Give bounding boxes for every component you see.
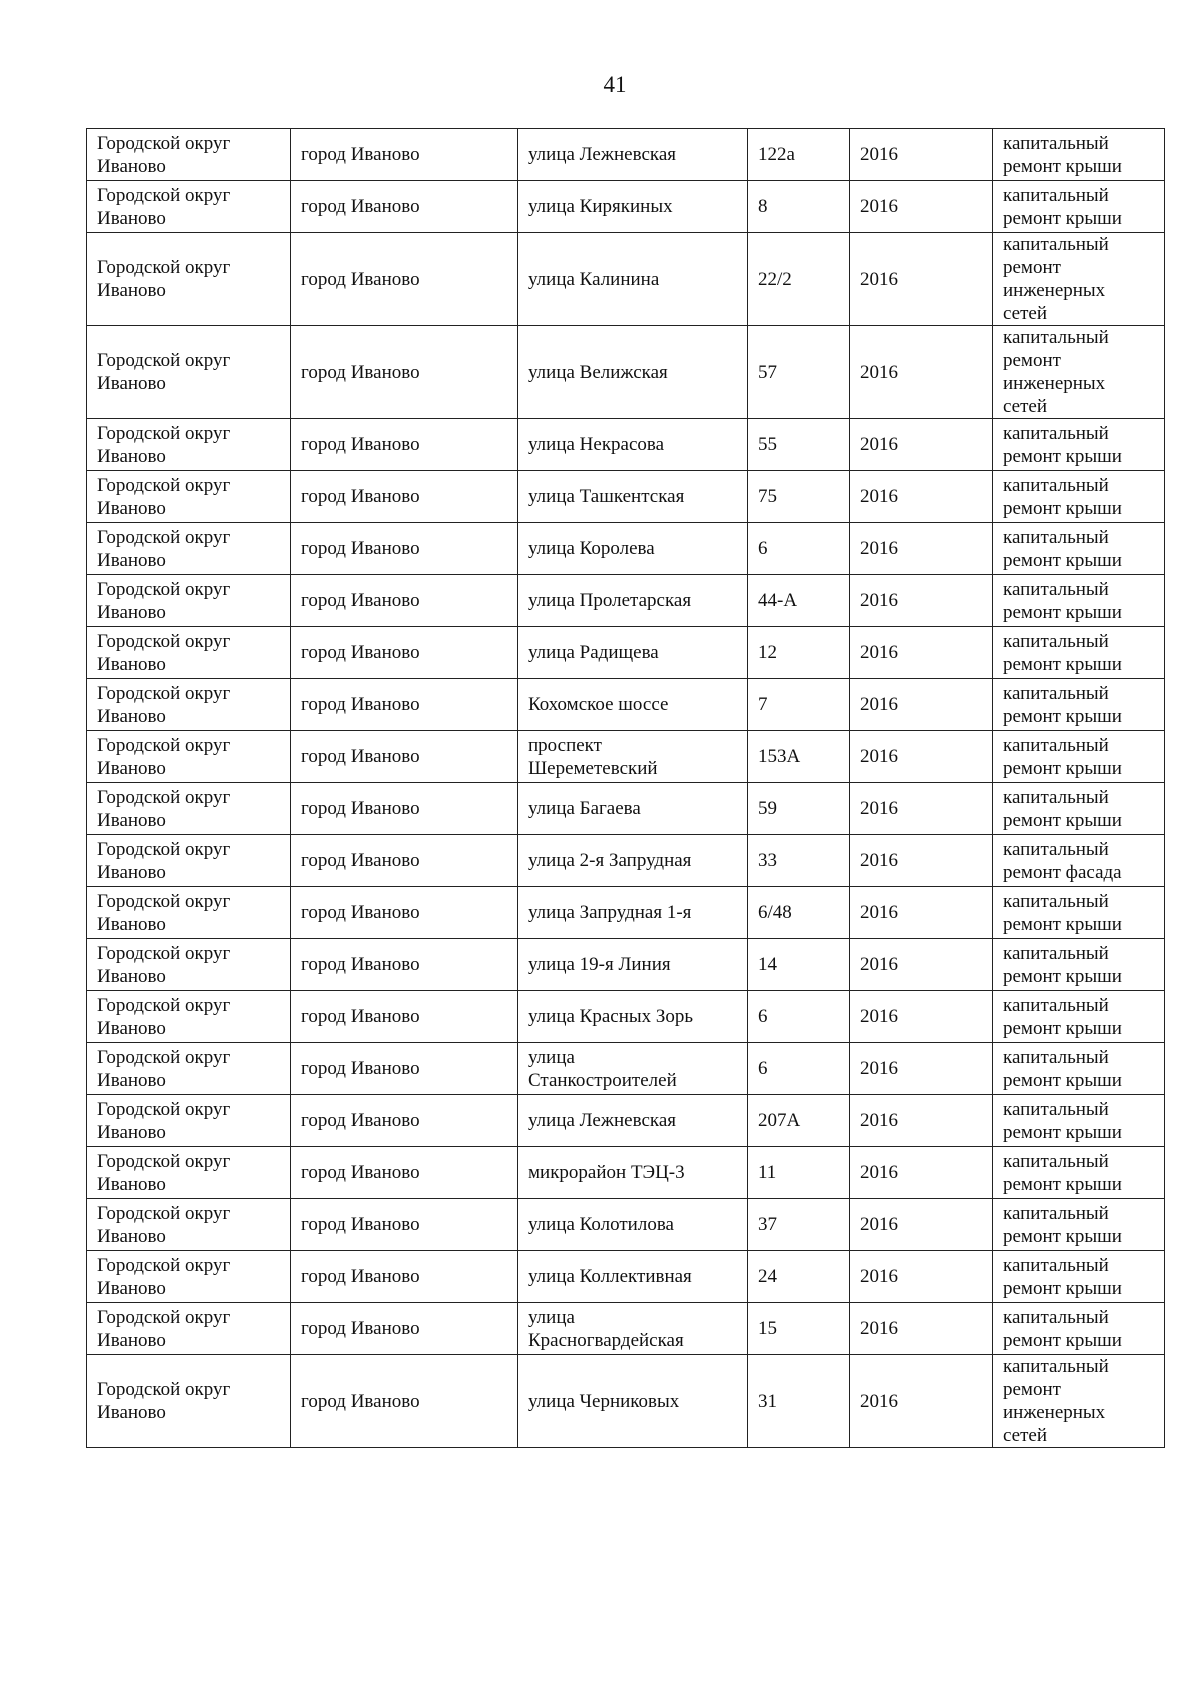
municipality-cell: Городской округ Иваново [87,419,291,471]
table-row [87,1303,1165,1355]
work-type-cell: капитальный ремонт крыши [993,1199,1165,1251]
table-row [87,1355,1165,1448]
house-number-cell: 7 [748,679,850,731]
table-row [87,627,1165,679]
year-cell: 2016 [850,887,993,939]
table-row [87,326,1165,419]
year-cell: 2016 [850,1043,993,1095]
settlement-cell: город Иваново [291,627,518,679]
year-cell: 2016 [850,1199,993,1251]
street-cell: улица Велижская [518,326,748,419]
municipality-cell: Городской округ Иваново [87,731,291,783]
year-cell: 2016 [850,419,993,471]
settlement-cell: город Иваново [291,1303,518,1355]
year-cell: 2016 [850,627,993,679]
work-type-cell: капитальный ремонт крыши [993,627,1165,679]
street-cell: улица 19-я Линия [518,939,748,991]
street-cell: микрорайон ТЭЦ-3 [518,1147,748,1199]
settlement-cell: город Иваново [291,939,518,991]
work-type-cell: капитальный ремонт инженерных сетей [993,326,1165,419]
repair-schedule-table [86,128,1165,1448]
year-cell: 2016 [850,181,993,233]
table-row [87,679,1165,731]
work-type-cell: капитальный ремонт крыши [993,523,1165,575]
house-number-cell: 6/48 [748,887,850,939]
settlement-cell: город Иваново [291,1043,518,1095]
municipality-cell: Городской округ Иваново [87,1043,291,1095]
settlement-cell: город Иваново [291,887,518,939]
work-type-cell: капитальный ремонт крыши [993,1095,1165,1147]
settlement-cell: город Иваново [291,471,518,523]
municipality-cell: Городской округ Иваново [87,627,291,679]
settlement-cell: город Иваново [291,326,518,419]
municipality-cell: Городской округ Иваново [87,1251,291,1303]
settlement-cell: город Иваново [291,575,518,627]
municipality-cell: Городской округ Иваново [87,233,291,326]
year-cell: 2016 [850,129,993,181]
table-row [87,783,1165,835]
street-cell: улица Кирякиных [518,181,748,233]
year-cell: 2016 [850,835,993,887]
year-cell: 2016 [850,991,993,1043]
municipality-cell: Городской округ Иваново [87,887,291,939]
work-type-cell: капитальный ремонт крыши [993,1147,1165,1199]
street-cell: улица Коллективная [518,1251,748,1303]
table-row [87,1251,1165,1303]
municipality-cell: Городской округ Иваново [87,1303,291,1355]
street-cell: улица Калинина [518,233,748,326]
municipality-cell: Городской округ Иваново [87,783,291,835]
street-cell: улица Лежневская [518,1095,748,1147]
year-cell: 2016 [850,1251,993,1303]
house-number-cell: 37 [748,1199,850,1251]
year-cell: 2016 [850,233,993,326]
street-cell: улица Пролетарская [518,575,748,627]
settlement-cell: город Иваново [291,1147,518,1199]
street-cell: улица Ташкентская [518,471,748,523]
house-number-cell: 44-А [748,575,850,627]
year-cell: 2016 [850,731,993,783]
year-cell: 2016 [850,523,993,575]
settlement-cell: город Иваново [291,1251,518,1303]
municipality-cell: Городской округ Иваново [87,575,291,627]
house-number-cell: 75 [748,471,850,523]
work-type-cell: капитальный ремонт крыши [993,679,1165,731]
street-cell: улица Станкостроителей [518,1043,748,1095]
table-row [87,887,1165,939]
settlement-cell: город Иваново [291,1095,518,1147]
settlement-cell: город Иваново [291,1199,518,1251]
work-type-cell: капитальный ремонт крыши [993,1043,1165,1095]
table-row [87,835,1165,887]
work-type-cell: капитальный ремонт крыши [993,731,1165,783]
house-number-cell: 24 [748,1251,850,1303]
table-row [87,233,1165,326]
table-row [87,1095,1165,1147]
year-cell: 2016 [850,1147,993,1199]
municipality-cell: Городской округ Иваново [87,523,291,575]
work-type-cell: капитальный ремонт крыши [993,575,1165,627]
table-row [87,1043,1165,1095]
work-type-cell: капитальный ремонт крыши [993,129,1165,181]
work-type-cell: капитальный ремонт крыши [993,181,1165,233]
table-row [87,523,1165,575]
house-number-cell: 6 [748,523,850,575]
year-cell: 2016 [850,326,993,419]
house-number-cell: 15 [748,1303,850,1355]
table-row [87,181,1165,233]
street-cell: проспект Шереметевский [518,731,748,783]
table-row [87,939,1165,991]
work-type-cell: капитальный ремонт крыши [993,783,1165,835]
street-cell: улица Некрасова [518,419,748,471]
work-type-cell: капитальный ремонт крыши [993,471,1165,523]
house-number-cell: 59 [748,783,850,835]
street-cell: улица Красногвардейская [518,1303,748,1355]
work-type-cell: капитальный ремонт крыши [993,939,1165,991]
table-row [87,575,1165,627]
settlement-cell: город Иваново [291,419,518,471]
municipality-cell: Городской округ Иваново [87,1147,291,1199]
table-row [87,731,1165,783]
work-type-cell: капитальный ремонт крыши [993,1303,1165,1355]
settlement-cell: город Иваново [291,523,518,575]
work-type-cell: капитальный ремонт крыши [993,991,1165,1043]
settlement-cell: город Иваново [291,835,518,887]
house-number-cell: 22/2 [748,233,850,326]
table-row [87,1199,1165,1251]
table-row [87,419,1165,471]
year-cell: 2016 [850,575,993,627]
year-cell: 2016 [850,1095,993,1147]
work-type-cell: капитальный ремонт инженерных сетей [993,233,1165,326]
house-number-cell: 8 [748,181,850,233]
street-cell: улица Лежневская [518,129,748,181]
year-cell: 2016 [850,1303,993,1355]
work-type-cell: капитальный ремонт фасада [993,835,1165,887]
year-cell: 2016 [850,939,993,991]
house-number-cell: 207А [748,1095,850,1147]
table-row [87,991,1165,1043]
street-cell: улица Колотилова [518,1199,748,1251]
work-type-cell: капитальный ремонт крыши [993,419,1165,471]
street-cell: Кохомское шоссе [518,679,748,731]
municipality-cell: Городской округ Иваново [87,679,291,731]
street-cell: улица Радищева [518,627,748,679]
house-number-cell: 31 [748,1355,850,1448]
municipality-cell: Городской округ Иваново [87,1199,291,1251]
municipality-cell: Городской округ Иваново [87,835,291,887]
table-row [87,129,1165,181]
settlement-cell: город Иваново [291,783,518,835]
municipality-cell: Городской округ Иваново [87,471,291,523]
table-row [87,471,1165,523]
street-cell: улица Королева [518,523,748,575]
house-number-cell: 57 [748,326,850,419]
settlement-cell: город Иваново [291,181,518,233]
settlement-cell: город Иваново [291,679,518,731]
municipality-cell: Городской округ Иваново [87,1355,291,1448]
table-row [87,1147,1165,1199]
work-type-cell: капитальный ремонт крыши [993,1251,1165,1303]
municipality-cell: Городской округ Иваново [87,326,291,419]
street-cell: улица Черниковых [518,1355,748,1448]
house-number-cell: 122а [748,129,850,181]
street-cell: улица 2-я Запрудная [518,835,748,887]
house-number-cell: 14 [748,939,850,991]
year-cell: 2016 [850,679,993,731]
municipality-cell: Городской округ Иваново [87,1095,291,1147]
house-number-cell: 33 [748,835,850,887]
municipality-cell: Городской округ Иваново [87,129,291,181]
house-number-cell: 12 [748,627,850,679]
house-number-cell: 6 [748,1043,850,1095]
settlement-cell: город Иваново [291,129,518,181]
repair-schedule-body [87,129,1165,1448]
street-cell: улица Багаева [518,783,748,835]
street-cell: улица Красных Зорь [518,991,748,1043]
settlement-cell: город Иваново [291,233,518,326]
settlement-cell: город Иваново [291,731,518,783]
house-number-cell: 55 [748,419,850,471]
house-number-cell: 6 [748,991,850,1043]
work-type-cell: капитальный ремонт инженерных сетей [993,1355,1165,1448]
house-number-cell: 11 [748,1147,850,1199]
street-cell: улица Запрудная 1-я [518,887,748,939]
year-cell: 2016 [850,1355,993,1448]
year-cell: 2016 [850,471,993,523]
municipality-cell: Городской округ Иваново [87,181,291,233]
settlement-cell: город Иваново [291,1355,518,1448]
page-number: 41 [603,72,627,97]
municipality-cell: Городской округ Иваново [87,991,291,1043]
settlement-cell: город Иваново [291,991,518,1043]
house-number-cell: 153А [748,731,850,783]
municipality-cell: Городской округ Иваново [87,939,291,991]
year-cell: 2016 [850,783,993,835]
work-type-cell: капитальный ремонт крыши [993,887,1165,939]
